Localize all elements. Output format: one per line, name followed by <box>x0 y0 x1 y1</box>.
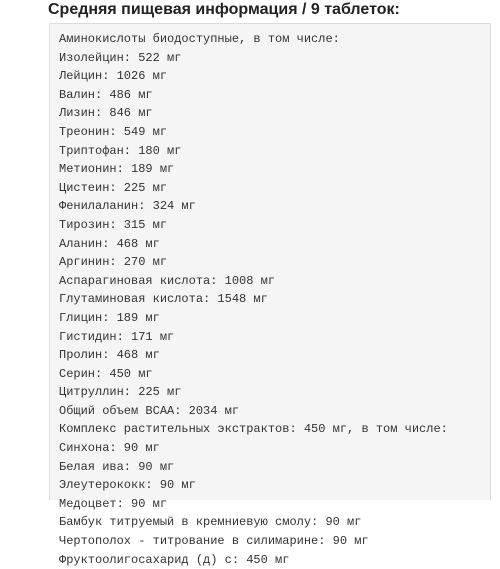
list-item: Фруктоолигосахарид (д) с: 450 мг <box>59 552 290 567</box>
list-item: Фенилаланин: 324 мг <box>59 199 196 214</box>
list-item: Глицин: 189 мг <box>59 310 160 325</box>
list-item: Аланин: 468 мг <box>59 236 160 251</box>
list-item: Общий объем BCAA: 2034 мг <box>59 403 240 418</box>
list-item: Пролин: 468 мг <box>59 348 160 363</box>
list-item: Метионин: 189 мг <box>59 162 175 177</box>
list-item: Медоцвет: 90 мг <box>59 496 168 511</box>
list-item: Аргинин: 270 мг <box>59 255 168 270</box>
page-heading: Средняя пищевая информация / 9 таблеток: <box>48 1 400 18</box>
list-item: Аминокислоты биодоступные, в том числе: <box>59 32 340 46</box>
list-item: Гистидин: 171 мг <box>59 329 175 344</box>
list-item: Изолейцин: 522 мг <box>59 50 182 65</box>
list-item: Триптофан: 180 мг <box>59 143 182 158</box>
list-item: Цистеин: 225 мг <box>59 180 168 195</box>
list-item: Глутаминовая кислота: 1548 мг <box>59 292 268 307</box>
list-item: Валин: 486 мг <box>59 87 153 102</box>
list-item: Элеутерококк: 90 мг <box>59 478 196 493</box>
list-item: Лейцин: 1026 мг <box>59 69 168 84</box>
list-item: Тирозин: 315 мг <box>59 217 168 232</box>
list-item: Чертополох - титрование в силимарине: 90 мг <box>59 534 369 549</box>
list-item: Аспарагиновая кислота: 1008 мг <box>59 273 276 288</box>
list-item: Треонин: 549 мг <box>59 124 168 139</box>
nutrition-info-panel <box>49 23 491 567</box>
list-item: Белая ива: 90 мг <box>59 459 175 474</box>
list-item: Цитруллин: 225 мг <box>59 385 182 400</box>
list-item: Комплекс растительных экстрактов: 450 мг, в том числе: <box>59 422 448 437</box>
list-item: Серин: 450 мг <box>59 366 153 381</box>
list-item: Лизин: 846 мг <box>59 106 153 121</box>
nutrition-list <box>50 24 490 569</box>
list-item: Бамбук титруемый в кремниевую смолу: 90 мг <box>59 515 362 530</box>
list-item: Синхона: 90 мг <box>59 441 160 456</box>
